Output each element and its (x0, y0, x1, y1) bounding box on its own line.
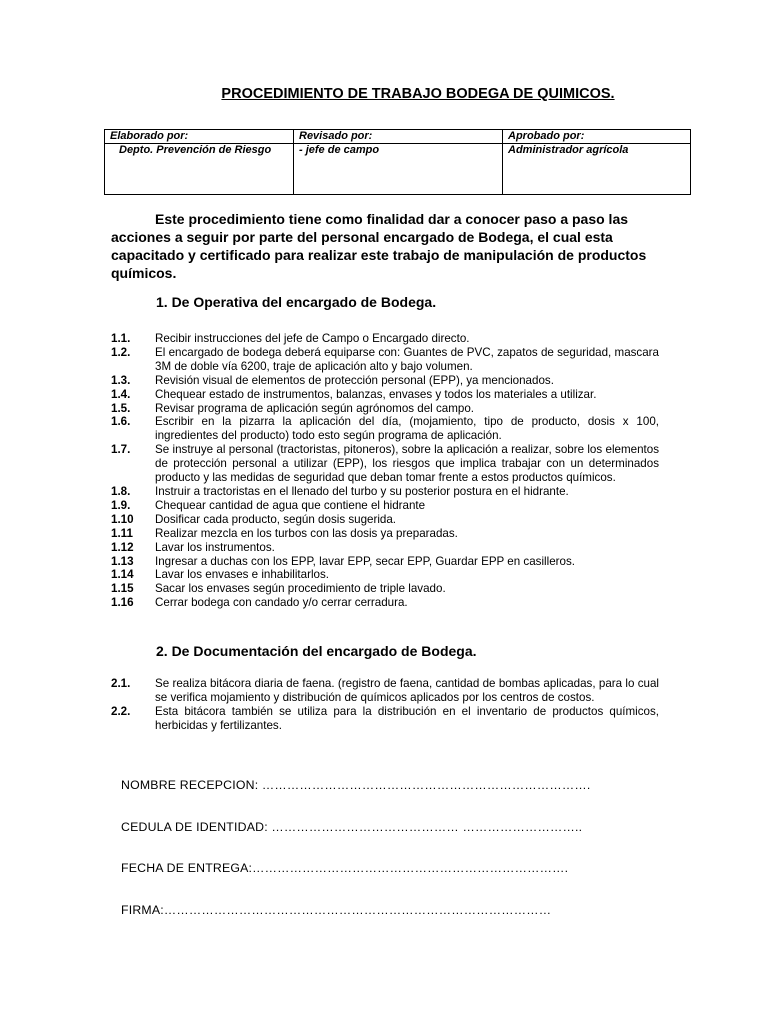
section1-title: 1. De Operativa del encargado de Bodega. (156, 294, 437, 310)
item-text: Revisar programa de aplicación según agrónomos del campo. (155, 401, 475, 415)
cedula-identidad-field: CEDULA DE IDENTIDAD: ……………………………………… ……………………….. (121, 820, 583, 834)
list-item (111, 346, 659, 374)
item-number: 1.12 (111, 540, 134, 554)
list-item (111, 582, 659, 596)
list-item (111, 388, 659, 402)
item-number: 1.11 (111, 526, 133, 540)
elaborado-value: Depto. Prevención de Riesgo (105, 144, 294, 195)
item-text: Lavar los envases e inhabilitarlos. (155, 568, 330, 582)
item-number: 1.6. (111, 415, 131, 429)
intro-paragraph (111, 210, 659, 282)
item-number: 1.1. (111, 332, 131, 345)
fecha-entrega-field: FECHA DE ENTREGA:…………………………………………………………………. (121, 861, 569, 875)
item-number: 1.4. (111, 387, 131, 401)
section2-title: 2. De Documentación del encargado de Bodega. (156, 643, 477, 659)
list-item (111, 596, 659, 610)
section2-list (111, 677, 659, 733)
firma-field: FIRMA:………………………………………………………………………………… (121, 903, 552, 917)
item-number: 2.1. (111, 677, 131, 690)
document-title: PROCEDIMIENTO DE TRABAJO BODEGA DE QUIMICOS. (221, 86, 615, 102)
item-text: Ingresar a duchas con los EPP, lavar EPP, secar EPP, Guardar EPP en casilleros. (155, 554, 575, 568)
item-number: 1.14 (111, 568, 134, 582)
item-number: 1.7. (111, 443, 131, 457)
item-text: Recibir instrucciones del jefe de Campo o Encargado directo. (155, 332, 470, 345)
list-item (111, 527, 659, 541)
item-text: Cerrar bodega con candado y/o cerrar cerradura. (155, 596, 408, 610)
revisado-header: Revisado por: (294, 130, 503, 144)
item-number: 1.13 (111, 554, 134, 568)
item-number: 1.10 (111, 512, 134, 526)
revisado-value: - jefe de campo (294, 144, 503, 195)
list-item (111, 374, 659, 388)
list-item (111, 555, 659, 569)
item-text: Sacar los envases según procedimiento de triple lavado. (155, 582, 446, 596)
list-item (111, 705, 659, 733)
item-text: Chequear cantidad de agua que contiene el hidrante (155, 498, 426, 512)
list-item (111, 402, 659, 416)
item-text: Instruir a tractoristas en el llenado del turbo y su posterior postura en el hidrante. (155, 484, 569, 498)
item-text: Se instruye al personal (tractoristas, pitoneros), sobre la aplicación a realizar, sobre los elementos de protección personal a utilizar (EPP), los riesgos que implica trabajar con un determinados producto y las medidas de seguridad que deban tomar frente a estos productos químicos. (155, 443, 659, 485)
item-number: 1.8. (111, 484, 131, 498)
section1-list (111, 332, 659, 610)
list-item (111, 443, 659, 485)
item-number: 1.5. (111, 401, 131, 415)
intro-text: Este procedimiento tiene como finalidad dar a conocer paso a paso las acciones a seguir por parte del personal encargado de Bodega, el cual esta capacitado y certificado para realizar este trabajo de manipulación de productos químicos. (111, 211, 647, 281)
item-number: 1.9. (111, 498, 131, 512)
item-number: 1.3. (111, 373, 131, 387)
elaborado-header: Elaborado por: (105, 130, 294, 144)
list-item (111, 499, 659, 513)
list-item (111, 485, 659, 499)
item-text: Revisión visual de elementos de protección personal (EPP), ya mencionados. (155, 373, 554, 387)
item-number: 1.16 (111, 596, 134, 610)
item-text: Escribir en la pizarra la aplicación del día, (mojamiento, tipo de producto, dosis x 100, ingredientes del producto) todo esto según programa de aplicación. (155, 415, 659, 443)
aprobado-header: Aprobado por: (503, 130, 691, 144)
item-number: 1.15 (111, 582, 134, 596)
item-text: Lavar los instrumentos. (155, 540, 275, 554)
list-item (111, 332, 659, 346)
list-item (111, 677, 659, 705)
item-number: 1.2. (111, 345, 131, 359)
item-text: Se realiza bitácora diaria de faena. (registro de faena, cantidad de bombas aplicadas, para lo cual se verifica mojamiento y distribución de químicos aplicados por los centros de costos. (155, 677, 659, 704)
list-item (111, 513, 659, 527)
item-text: Esta bitácora también se utiliza para la distribución en el inventario de productos químicos, herbicidas y fertilizantes. (155, 704, 659, 732)
nombre-recepcion-field: NOMBRE RECEPCION: ……………………………………………………………………. (121, 778, 591, 792)
item-text: Realizar mezcla en los turbos con las dosis ya preparadas. (155, 526, 458, 540)
list-item (111, 541, 659, 555)
aprobado-value: Administrador agrícola (503, 144, 691, 195)
item-text: Dosificar cada producto, según dosis sugerida. (155, 512, 397, 526)
item-text: El encargado de bodega deberá equiparse con: Guantes de PVC, zapatos de seguridad, mascara 3M de doble vía 6200, traje de aplicación alto y bajo volumen. (155, 345, 659, 373)
signature-table (104, 129, 691, 195)
list-item (111, 415, 659, 443)
item-number: 2.2. (111, 704, 131, 718)
item-text: Chequear estado de instrumentos, balanzas, envases y todos los materiales a utilizar. (155, 387, 597, 401)
list-item (111, 568, 659, 582)
